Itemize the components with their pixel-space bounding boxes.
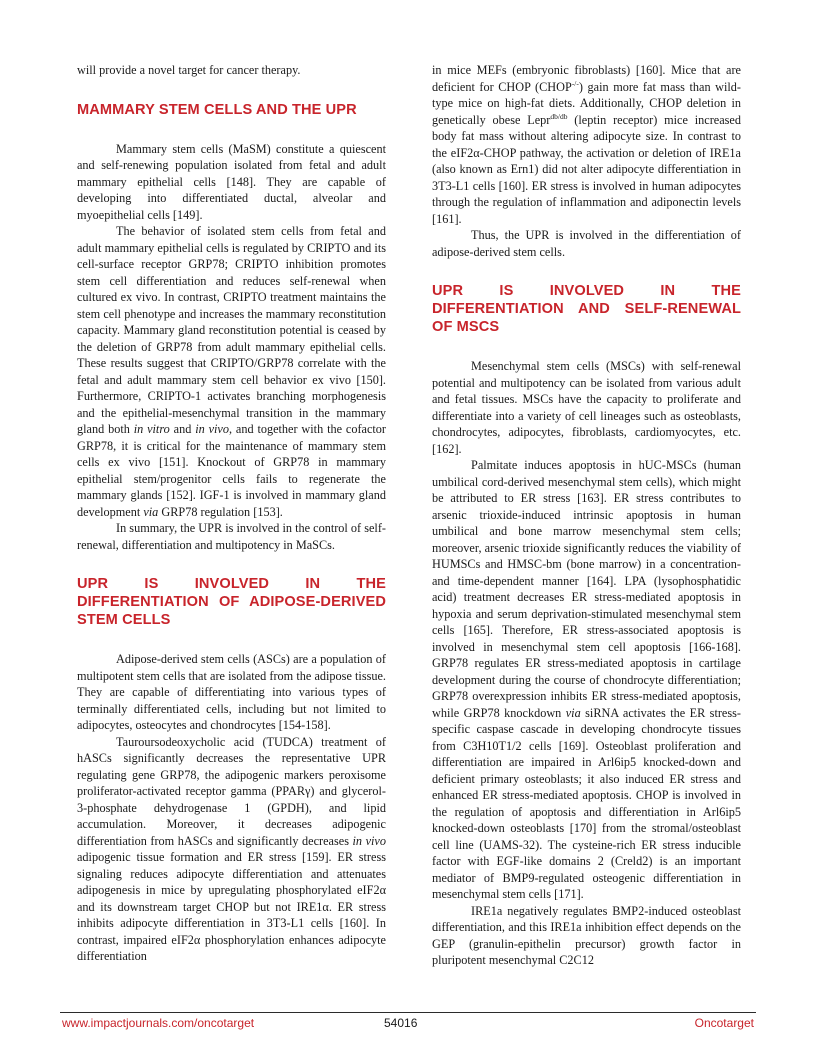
paragraph: Thus, the UPR is involved in the differentiation of adipose-derived stem cells. bbox=[432, 228, 741, 259]
paragraph: Mammary stem cells (MaSM) constitute a quiescent and self-renewing population isolated from fetal and adult mammary epithelial cells [148]. They are capable of developing into differentiated ductal, alveolar and myoepithelial cells [149]. bbox=[77, 141, 386, 222]
left-column bbox=[77, 62, 386, 965]
paragraph: In summary, the UPR is involved in the control of self-renewal, differentiation and multipotency in MaSCs. bbox=[77, 521, 386, 552]
paragraph-continuation: in mice MEFs (embryonic fibroblasts) [160]. Mice that are deficient for CHOP (CHOP-/-) gain more fat mass than wild-type mice on high-fat diets. Additionally, CHOP deletion in genetically obese Lepr$^{db/db}$ (leptin receptor) mice increased body fat mass without altering adipocyte size. In contrast to the eIF2α-CHOP pathway, the activation or deletion of IRE1a (also known as Ern1) did not alter adipocyte differentiation in 3T3-L1 cells [160]. ER stress is involved in human adipocytes through the regulation of inflammation and adiponectin levels [161]. bbox=[432, 63, 741, 226]
page-number: 54016 bbox=[384, 1016, 418, 1030]
paragraph: Adipose-derived stem cells (ASCs) are a population of multipotent stem cells that are isolated from the adipose tissue. They are capable of differentiating into various types of terminally differentiated cells, including but not limited to adipocytes, osteocytes and chondrocytes [154-158]. bbox=[77, 652, 386, 732]
right-column bbox=[432, 62, 741, 969]
section-heading-mammary: MAMMARY STEM CELLS AND THE UPR bbox=[77, 101, 357, 118]
paragraph: The behavior of isolated stem cells from fetal and adult mammary epithelial cells is regulated by CRIPTO and its cell-surface receptor GRP78; CRIPTO inhibition promotes stem cell differentiation and reduces self-renewal when cultured ex vivo. In contrast, CRIPTO treatment maintains the stem cell phenotype and increases the mammary reconstitution capacity. Mammary gland reconstitution potential is ceased by the deletion of GRP78 from adult mammary epithelial cells. These results suggest that CRIPTO/GRP78 correlate with the fetal and adult mammary stem cell behavior ex vivo [150]. Furthermore, CRIPTO-1 activates branching morphogenesis and the epithelial-mesenchymal transition in the mammary gland both in vitro and in vivo, and together with the cofactor GRP78, it is critical for the maintenance of mammary stem cells ex vivo [151]. Knockout of GRP78 in mammary epithelial stem/progenitor cells fails to regenerate the mammary glands [152]. IGF-1 is involved in mammary gland development via GRP78 regulation [153]. bbox=[77, 224, 387, 519]
paragraph: Tauroursodeoxycholic acid (TUDCA) treatment of hASCs significantly decreases the representative UPR regulating gene GRP78, the adipogenic markers peroxisome proliferator-activated receptor gamma (PPARγ) and glycerol-3-phosphate dehydrogenase 1 (GPDH), and lipid accumulation. Moreover, it decreases adipogenic differentiation from hASCs and significantly decreases in vivo adipogenic tissue formation and ER stress [159]. ER stress signaling reduces adipocyte differentiation and attenuates adipogenesis in mice by upregulating phosphorylated eIF2α and its downstream target CHOP but not IRE1α. ER stress inhibits adipocyte differentiation in 3T3-L1 cells [160]. In contrast, impaired eIF2α phosphorylation enhances adipocyte differentiation bbox=[77, 734, 386, 963]
section-heading-mscs: UPR IS INVOLVED IN THE DIFFERENTIATION AND SELF-RENEWAL OF MSCS bbox=[432, 283, 741, 335]
footer-divider bbox=[60, 1012, 756, 1013]
section-heading-adipose: UPR IS INVOLVED IN THE DIFFERENTIATION OF ADIPOSE-DERIVED STEM CELLS bbox=[77, 576, 386, 628]
paragraph-continuation: will provide a novel target for cancer therapy. bbox=[77, 63, 301, 77]
paragraph: Palmitate induces apoptosis in hUC-MSCs (human umbilical cord-derived mesenchymal stem cells), which might be attributed to ER stress [163]. ER stress contributes to arsenic trioxide-induced intrinsic apoptosis in human umbilical and bone marrow mesenchymal stem cells; moreover, arsenic trioxide significantly reduces the viability of HUMSCs and HMSC-bm (bone marrow) in a concentration- and time-dependent manner [164]. LPA (lysophosphatidic acid) treatment decreases ER stress-mediated apoptosis in hypoxia and serum deprivation-stimulated mesenchymal stem cells [165]. Therefore, ER stress-associated apoptosis is involved in mesenchymal stem cell apoptosis [166-168]. GRP78 regulates ER stress-mediated apoptosis in cartilage development during the course of chondrocyte differentiation; GRP78 overexpression inhibits ER stress-mediated apoptosis, while GRP78 knockdown via siRNA activates the ER stress-specific caspase cascade in developing chondrocyte tissues from C3H10T1/2 cells [169]. Osteoblast proliferation and differentiation are impaired in Arl6ip5 knocked-down and deficient primary osteoblasts; it also induced ER stress and enhanced ER stress-mediated apoptosis. CHOP is involved in the regulation of apoptosis and differentiation in Arl6ip5 knocked-down osteoblasts [170] from the stromal/osteoblast cell line (UAMS-32). The cysteine-rich ER stress inducible factor with EGF-like domains 2 (Creld2) is an important mediator of BMP9-regulated osteogenic differentiation in mesenchymal stem cells [171]. bbox=[432, 458, 741, 901]
journal-url-link[interactable]: www.impactjournals.com/oncotarget bbox=[62, 1016, 255, 1030]
paragraph: Mesenchymal stem cells (MSCs) with self-renewal potential and multipotency can be isolated from various adult and fetal tissues. MSCs have the capacity to proliferate and differentiate into a variety of cell lineages such as osteoblasts, chondrocytes, adipocytes, fibroblasts, cardiomyocytes, etc. [162]. bbox=[432, 359, 741, 456]
paragraph: IRE1a negatively regulates BMP2-induced osteoblast differentiation, and this IRE1a inhibition effect depends on the GEP (granulin-epithelin precursor) growth factor in pluripotent mesenchymal C2C12 bbox=[432, 903, 741, 967]
journal-name: Oncotarget bbox=[694, 1016, 754, 1030]
